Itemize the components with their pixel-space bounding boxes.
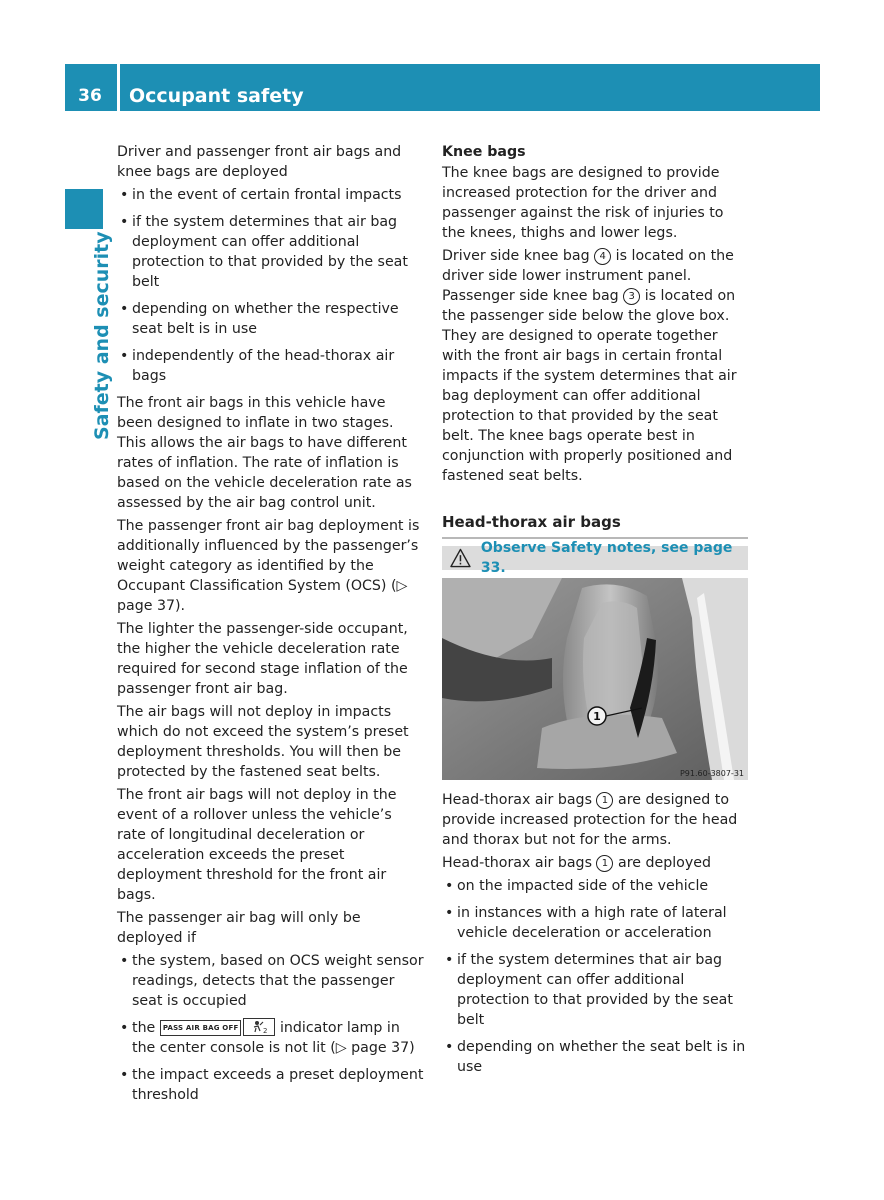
callout-number: 3 (623, 288, 640, 305)
page-title: Occupant safety (129, 85, 304, 107)
text: are deployed (618, 855, 711, 871)
warning-text: Observe Safety notes, see page 33. (480, 540, 733, 576)
text: Head-thorax air bags (442, 855, 592, 871)
paragraph: The lighter the passenger-side occupant, the higher the vehicle deceleration rate required for second stage inflation of the passenger front air bag. (117, 621, 408, 697)
text: Head-thorax air bags (442, 792, 592, 808)
seat-airbag-photo (442, 578, 748, 780)
knee-bags-heading: Knee bags (442, 144, 526, 160)
callout-number: 4 (594, 248, 611, 265)
list-item: • in the event of certain frontal impacts (117, 185, 425, 205)
page-header (65, 64, 820, 111)
airbag-off-lamp-icon (243, 1018, 275, 1036)
text: is located on the passenger side below the glove box. They are designed to operate together with the front air bags in certain frontal impacts if the system determines that air bag deployment can offer additional protection to that provided by the seat belt. The knee bags operate best in conjunction with properly positioned and fastened seat belts. (442, 288, 737, 484)
deploy-conditions-list (117, 185, 425, 386)
paragraph: The air bags will not deploy in impacts which do not exceed the system’s preset deployment thresholds. You will then be protected by the fastened seat belts. (117, 704, 409, 780)
text: is located on the driver side lower instrument panel. Passenger side knee bag (442, 248, 734, 304)
paragraph: The passenger front air bag deployment is additionally influenced by the passenger’s weight category as identified by the Occupant Classification System (OCS) (▷ page 37). (117, 518, 420, 614)
list-item (117, 1018, 425, 1058)
list-item: • if the system determines that air bag deployment can offer additional protection to that provided by the seat belt (442, 950, 748, 1030)
head-thorax-description (442, 790, 748, 850)
paragraph: The knee bags are designed to provide increased protection for the driver and passenger against the risk of injuries to the knees, thighs and lower legs. (442, 165, 724, 241)
list-item: • the system, based on OCS weight sensor readings, detects that the passenger seat is occupied (117, 951, 425, 1011)
head-thorax-heading: Head-thorax air bags (442, 512, 748, 539)
right-column (442, 142, 748, 1084)
section-tab-marker (65, 189, 103, 229)
header-separator (117, 64, 120, 111)
text: indicator lamp in the center console is not lit (▷ page 37) (132, 1020, 415, 1056)
svg-text:2: 2 (263, 1027, 268, 1035)
safety-warning-box (442, 540, 748, 576)
callout-number: 1 (596, 792, 613, 809)
knee-bag-location-paragraph (442, 246, 748, 486)
callout-number: 1 (596, 855, 613, 872)
list-item: • in instances with a high rate of lateral vehicle deceleration or acceleration (442, 903, 748, 943)
warning-triangle-icon (450, 548, 471, 568)
paragraph: The front air bags in this vehicle have been designed to inflate in two stages. This allows the air bags to have different rates of inflation. The rate of inflation is based on the vehicle deceleration rate as assessed by the air bag control unit. (117, 395, 412, 511)
paragraph: The passenger air bag will only be deployed if (117, 910, 361, 946)
page-number: 36 (78, 86, 102, 106)
list-item: • independently of the head-thorax air bags (117, 346, 425, 386)
list-item: • if the system determines that air bag deployment can offer additional protection to that provided by the seat belt (117, 212, 425, 292)
passenger-airbag-conditions-list (117, 951, 425, 1105)
text: are designed to provide increased protection for the head and thorax but not for the arms. (442, 792, 738, 848)
list-item: • depending on whether the seat belt is in use (442, 1037, 748, 1077)
head-thorax-conditions-list (442, 876, 748, 1077)
photo-code: P91.60-3807-31 (679, 769, 744, 778)
list-item: • depending on whether the respective seat belt is in use (117, 299, 425, 339)
section-tab-label: Safety and security (91, 231, 113, 440)
head-thorax-deployed-paragraph (442, 853, 748, 873)
photo-callout-number: 1 (593, 710, 601, 723)
list-item: • on the impacted side of the vehicle (442, 876, 748, 896)
left-column (117, 142, 425, 1112)
pass-airbag-off-lamp-label: PASS AIR BAG OFF (160, 1020, 242, 1036)
intro-paragraph: Driver and passenger front air bags and knee bags are deployed (117, 144, 402, 180)
paragraph: The front air bags will not deploy in the event of a rollover unless the vehicle’s rate of longitudinal deceleration or acceleration exceeds the preset deployment threshold for the front air bags. (117, 787, 397, 903)
text: Driver side knee bag (442, 248, 590, 264)
text: the (132, 1020, 156, 1036)
list-item: • the impact exceeds a preset deployment threshold (117, 1065, 425, 1105)
